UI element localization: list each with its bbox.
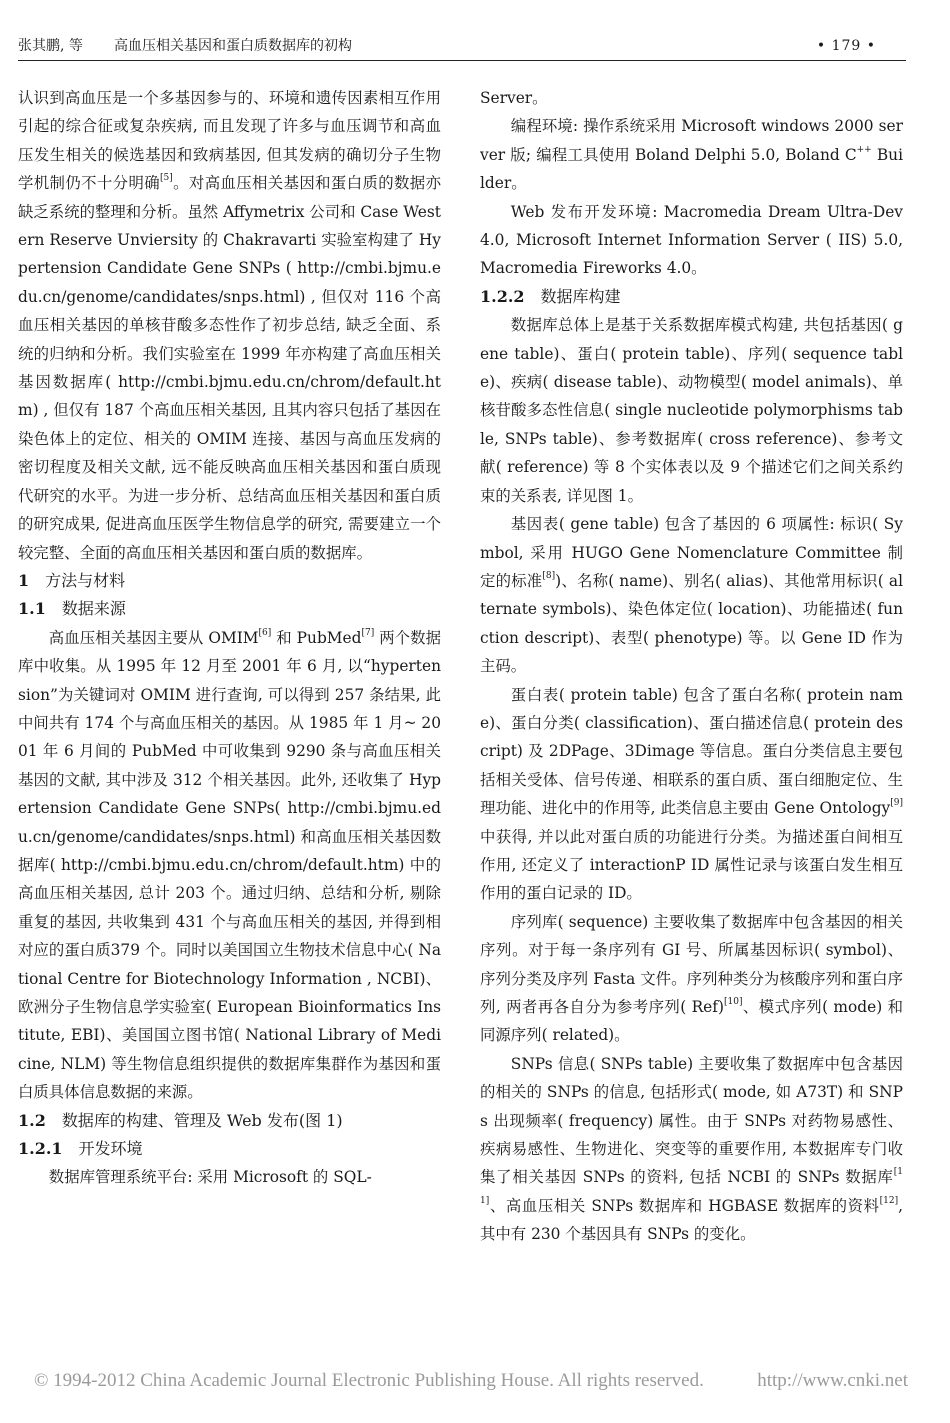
citation-11[interactable]: [11] <box>480 1167 903 1206</box>
header-authors: 张其鹏, 等 <box>18 38 83 54</box>
subsection-heading-db-build: 1.2 数据库的构建、管理及 Web 发布(图 1) <box>18 1110 343 1130</box>
protein-table-paragraph: 蛋白表( protein table) 包含了蛋白名称( protein name)、蛋白分类( classification)、蛋白描述信息( protein descript) 及 2DPage、3Dimage 等信息。蛋白分类信息主要包括相关受体、信号传递、相联系的蛋白质、蛋白细胞定位、生理功能、进化中的作用等, 此类信息主要由 Gene Ontology[9] 中获得, 并以此对蛋白质的功能进行分类。为描述蛋白间相互作用, 还定义了 interactionP ID 属性记录与该蛋白发生相互作用的蛋白记录的 ID。 <box>480 685 903 903</box>
data-source-paragraph: 高血压相关基因主要从 OMIM[6] 和 PubMed[7] 两个数据库中收集。从 1995 年 12 月至 2001 年 6 月, 以“hypertension”为关键词对 OMIM 进行查询, 可以得到 257 条结果, 此中间共有 174 个与高血压相关的基因。从 1985 年 1 月~ 2001 年 6 月间的 PubMed 中可收集到 9290 条与高血压相关基因的文献, 其中涉及 312 个相关基因。此外, 还收集了 Hypertension Candidate Gene SNPs( http://cmbi.bjmu.edu.cn/genome/candidates/snps.html) 和高血压相关基因数据库( http://cmbi.bjmu.edu.cn/chrom/default.htm) 中的高血压相关基因, 总计 203 个。通过归纳、总结和分析, 剔除重复的基因, 共收集到 431 个与高血压相关的基因, 并得到相对应的蛋白质379 个。同时以美国国立生物技术信息中心( National Centre for Biotechnology Information , NCBI)、欧洲分子生物信息学实验室( European Bioinformatics Institute, EBI)、美国国立图书馆( National Library of Medicine, NLM) 等生物信息组织提供的数据库集群作为基因和蛋白质具体信息数据的来源。 <box>18 627 441 1102</box>
construction-paragraph: 数据库总体上是基于关系数据库模式构建, 共包括基因( gene table)、蛋白( protein table)、序列( sequence table)、疾病( disease table)、动物模型( model animals)、单核苷酸多态性信息( single nucleotide polymorphisms table, SNPs table)、参考数据库( cross reference)、参考文献( reference) 等 8 个实体表以及 9 个描述它们之间关系约束的关系表, 详见图 1。 <box>480 316 903 505</box>
section-heading-methods: 1 方法与材料 <box>18 570 126 590</box>
cnki-link[interactable]: http://www.cnki.net <box>757 1370 908 1391</box>
copyright-text: © 1994-2012 China Academic Journal Electronic Publishing House. All rights reserved. <box>34 1370 704 1391</box>
copyright-watermark <box>34 1368 914 1394</box>
sequence-paragraph: 序列库( sequence) 主要收集了数据库中包含基因的相关序列。对于每一条序列有 GI 号、所属基因标识( symbol)、序列分类及序列 Fasta 文件。序列种类分为核酸序列和蛋白序列, 两者再各自分为参考序列( Ref)[10]、模式序列( mode) 和同源序列( related)。 <box>480 912 903 1045</box>
subsection-heading-data-source: 1.1 数据来源 <box>18 599 126 619</box>
dbms-paragraph: 数据库管理系统平台: 采用 Microsoft 的 SQL- <box>48 1168 372 1187</box>
programming-env-paragraph: 编程环境: 操作系统采用 Microsoft windows 2000 server 版; 编程工具使用 Boland Delphi 5.0, Boland C++ Builder。 <box>480 117 904 193</box>
citation-8[interactable]: [8] <box>542 570 556 581</box>
left-column <box>18 84 441 1192</box>
gene-table-paragraph: 基因表( gene table) 包含了基因的 6 项属性: 标识( Symbol, 采用 HUGO Gene Nomenclature Committee 制定的标准[8])、名称( name)、别名( alias)、其他常用标识( alternate symbols)、染色体定位( location)、功能描述( function descript)、表型( phenotype) 等。以 Gene ID 作为主码。 <box>480 515 903 676</box>
subsection-heading-dev-env: 1.2.1 开发环境 <box>18 1139 143 1159</box>
citation-5[interactable]: [5] <box>160 173 173 184</box>
citation-6[interactable]: [6] <box>258 627 272 638</box>
page-number: • 179 • <box>816 38 876 54</box>
intro-paragraph: 认识到高血压是一个多基因参与的、环境和遗传因素相互作用引起的综合征或复杂疾病, 而且发现了许多与血压调节和高血压发生相关的候选基因和致病基因, 但其发病的确切分子生物学机制仍不十分明确[5]。对高血压相关基因和蛋白质的数据亦缺乏系统的整理和分析。虽然 Affymetrix 公司和 Case Western Reserve Unviersity 的 Chakravarti 实验室构建了 Hypertension Candidate Gene SNPs ( http://cmbi.bjmu.edu.cn/genome/candidates/snps.html) , 但仅对 116 个高血压相关基因的单核苷酸多态性作了初步总结, 缺乏全面、系统的归纳和分析。我们实验室在 1999 年亦构建了高血压相关基因数据库( http://cmbi.bjmu.edu.cn/chrom/default.htm) , 但仅有 187 个高血压相关基因, 且其内容只包括了基因在染色体上的定位、相关的 OMIM 连接、基因与高血压发病的密切程度及相关文献, 远不能反映高血压相关基因和蛋白质现代研究的水平。为进一步分析、总结高血压相关基因和蛋白质的研究成果, 促进高血压医学生物信息学的研究, 需要建立一个较完整、全面的高血压相关基因和蛋白质的数据库。 <box>18 89 441 562</box>
running-header <box>18 34 906 61</box>
subsection-heading-construction: 1.2.2 数据库构建 <box>480 286 621 306</box>
citation-10[interactable]: [10] <box>723 997 743 1007</box>
citation-12[interactable]: [12] <box>879 1195 899 1206</box>
web-env-paragraph: Web 发布开发环境: Macromedia Dream Ultra-Dev 4.0, Microsoft Internet Information Server ( IIS) 5.0, Macromedia Fireworks 4.0。 <box>480 202 903 278</box>
server-continuation: Server。 <box>480 89 548 107</box>
citation-9[interactable]: [9] <box>890 798 903 809</box>
right-column <box>480 84 903 1249</box>
citation-7[interactable]: [7] <box>361 627 375 638</box>
snps-paragraph: SNPs 信息( SNPs table) 主要收集了数据库中包含基因的相关的 SNPs 的信息, 包括形式( mode, 如 A73T) 和 SNPs 出现频率( frequency) 属性。由于 SNPs 对药物易感性、疾病易感性、生物进化、突变等的重要作用, 本数据库专门收集了相关基因 SNPs 的资料, 包括 NCBI 的 SNPs 数据库[11]、高血压相关 SNPs 数据库和 HGBASE 数据库的资料[12], 其中有 230 个基因具有 SNPs 的变化。 <box>480 1054 903 1244</box>
header-title: 高血压相关基因和蛋白质数据库的初构 <box>114 38 352 54</box>
